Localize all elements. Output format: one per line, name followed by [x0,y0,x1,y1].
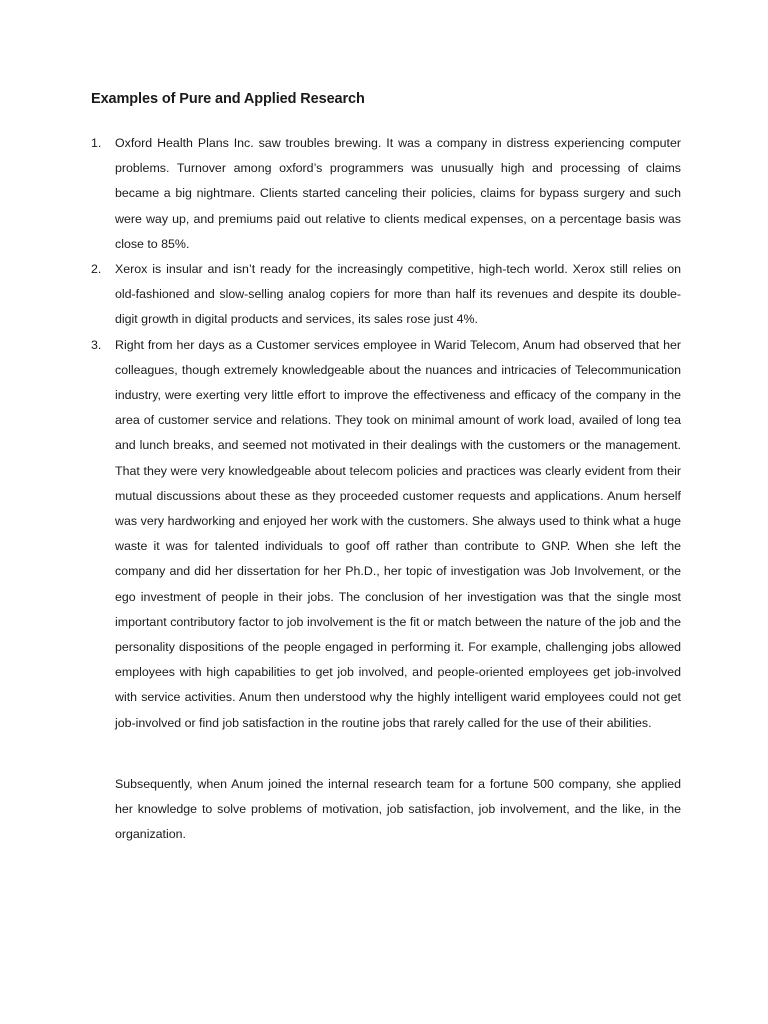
list-item-number: 3. [91,337,102,352]
list-item [91,131,681,257]
list-item [91,333,681,736]
closing-paragraph: Subsequently, when Anum joined the internal research team for a fortune 500 company, she applied her knowledge to solve problems of motivation, job satisfaction, job involvement, and the like, in the organization. [115,777,681,842]
list-item-text: Right from her days as a Customer services employee in Warid Telecom, Anum had observed that her colleagues, though extremely knowledgeable about the nuances and intricacies of Telecommunication industry, were exerting very little effort to improve the effectiveness and efficacy of the company in the area of customer service and relations. They took on minimal amount of work load, availed of long tea and lunch breaks, and seemed not motivated in their dealings with the customers or the management. That they were very knowledgeable about telecom policies and practices was clearly evident from their mutual discussions about these as they proceeded customer requests and applications. Anum herself was very hardworking and enjoyed her work with the customers. She always used to think what a huge waste it was for talented individuals to goof off rather than contribute to GNP. When she left the company and did her dissertation for her Ph.D., her topic of investigation was Job Involvement, or the ego investment of people in their jobs. The conclusion of her investigation was that the single most important contributory factor to job involvement is the fit or match between the nature of the job and the personality dispositions of the people engaged in performing it. For example, challenging jobs allowed employees with high capabilities to get job involved, and people-oriented employees get job-involved with service activities. Anum then understood why the highly intelligent warid employees could not get job-involved or find job satisfaction in the routine jobs that rarely called for the use of their abilities. [115,337,681,730]
page-title: Examples of Pure and Applied Research [91,91,365,107]
list-item-number: 1. [91,136,102,150]
list-item [91,257,681,333]
list-item-text: Xerox is insular and isn’t ready for the increasingly competitive, high-tech world. Xerox still relies on old-fashioned and slow-selling analog copiers for more than half its revenues and despite its double-digit growth in digital products and services, its sales rose just 4%. [115,262,681,327]
examples-list [91,131,681,736]
list-item-text: Oxford Health Plans Inc. saw troubles brewing. It was a company in distress experiencing computer problems. Turnover among oxford’s programmers was unusually high and processing of claims became a big nightmare. Clients started canceling their policies, claims for bypass surgery and such were way up, and premiums paid out relative to clients medical expenses, on a percentage basis was close to 85%. [115,136,681,251]
list-item-number: 2. [91,262,102,277]
